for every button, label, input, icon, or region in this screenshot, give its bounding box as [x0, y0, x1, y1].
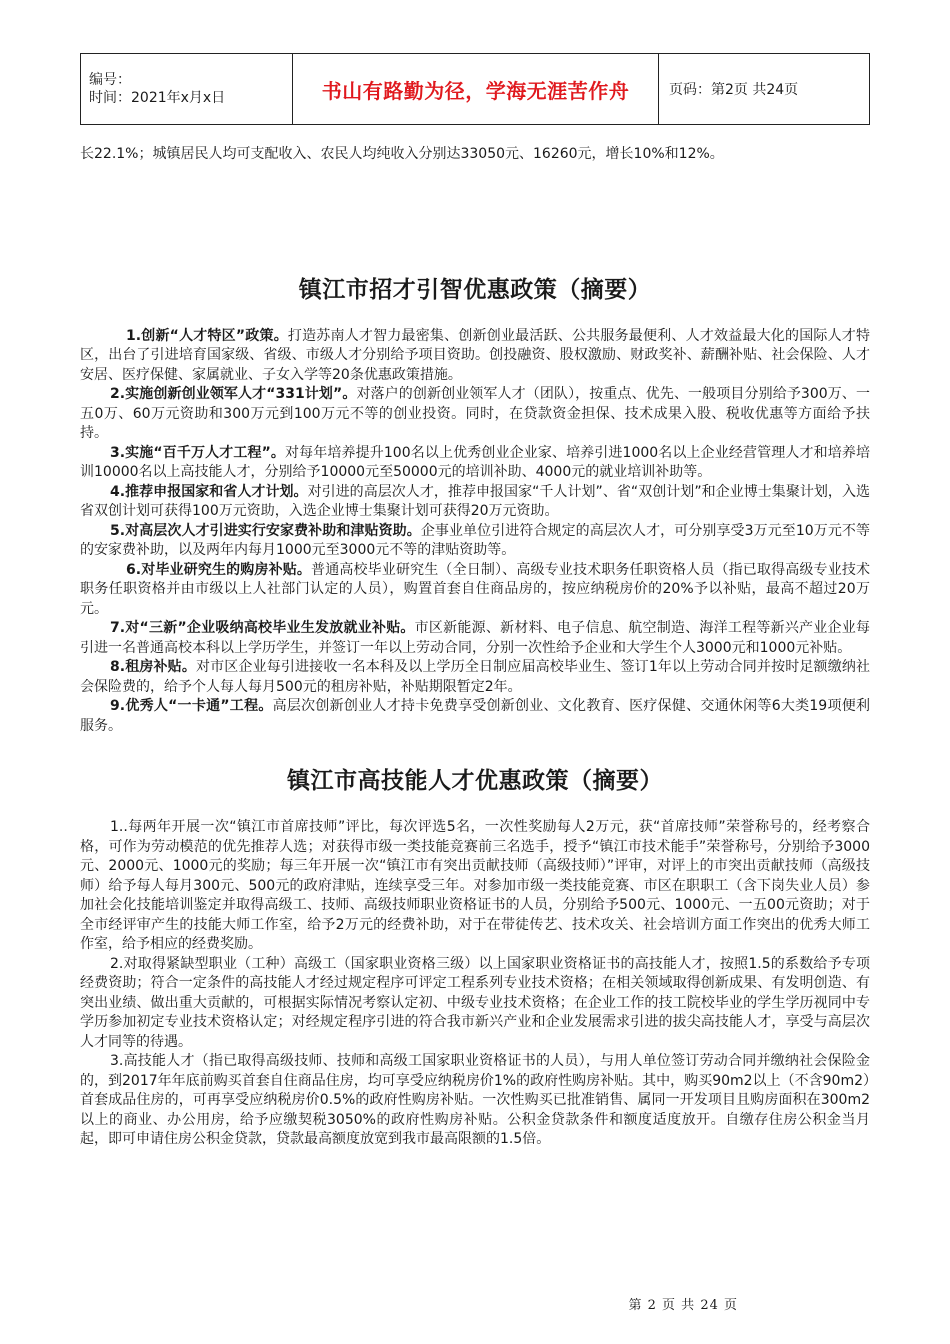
policy-item-text: 企事业单位引进符合规定的高层次人才，可分别享受3万元至10万元不等的安家费补助，以及两年内每月1000元至3000元不等的津贴资助等。: [80, 522, 870, 558]
section-title-talent-policy: 镇江市招才引智优惠政策（摘要）: [298, 276, 652, 303]
policy-item-text: 打造苏南人才智力最密集、创新创业最活跃、公共服务最便利、人才效益最大化的国际人才特区，出台了引进培育国家级、省级、市级人才分别给予项目资助。创投融资、股权激励、财政奖补、薪酬补贴、社会保险、人才安居、医疗保健、家属就业、子女入学等20条优惠政策措施。: [80, 327, 871, 383]
policy-item: [80, 327, 870, 386]
policy-item-heading: 6.对毕业研究生的购房补贴。: [126, 561, 312, 578]
section-title-skilled-talent-policy: 镇江市高技能人才优惠政策（摘要）: [287, 768, 663, 794]
policy-item-text: 2.对取得紧缺型职业（工种）高级工（国家职业资格三级）以上国家职业资格证书的高技能人才，按照1.5的系数给予专项经费资助；符合一定条件的高技能人才经过规定程序可评定工程系列专业技术资格；在相关领域取得创新成果、有发明创造、有突出业绩、做出重大贡献的，可根据实际情况考察认定初、中级专业技术资格；在企业工作的技工院校毕业的学生学历视同中专学历参加初定专业技术资格认定；对经规定程序引进的符合我市新兴产业和企业发展需求引进的拔尖高技能人才，享受与高层次人才同等的待遇。: [80, 955, 870, 1050]
policy-item: [80, 619, 870, 658]
policy-item-text: 对引进的高层次人才，推荐申报国家“千人计划”、省“双创计划”和企业博士集聚计划，入选省双创计划可获得100万元资助，入选企业博士集聚计划可获得20万元资助。: [80, 483, 871, 519]
policy-item: [80, 1052, 870, 1150]
policy-item-heading: 5.对高层次人才引进实行安家费补助和津贴资助。: [110, 522, 421, 539]
policy-item: [80, 955, 870, 1053]
policy-item: [80, 561, 870, 620]
header-page-info: 页码：第2页 共24页: [659, 54, 870, 125]
policy-item-heading: 1.创新“人才特区”政策。: [126, 327, 288, 344]
policy-item: [80, 385, 870, 444]
policy-item-text: 市区新能源、新材料、电子信息、航空制造、海洋工程等新兴产业企业每引进一名普通高校本科以上学历学生，并签订一年以上劳动合同，分别一次性给予企业和大学生个人3000元和1000元补贴。: [80, 620, 870, 656]
policy-item: [80, 697, 870, 736]
policy-item-heading: 4.推荐申报国家和省人才计划。: [110, 483, 308, 500]
policy-item: [80, 483, 870, 522]
policy-item-heading: 7.对“三新”企业吸纳高校毕业生发放就业补贴。: [110, 620, 415, 636]
policy-item-text: 对市区企业每引进接收一名本科及以上学历全日制应届高校毕业生、签订1年以上劳动合同并按时足额缴纳社会保险费的，给予个人每人每月500元的租房补贴，补贴期限暂定2年。: [80, 659, 870, 695]
policy-item: [80, 444, 870, 483]
policy-item: [80, 522, 870, 561]
policy-item: [80, 818, 870, 955]
document-body: [80, 145, 870, 1150]
document-time-label: 时间：2021年x月x日: [89, 90, 226, 106]
page-header: [80, 53, 870, 125]
talent-policy-list: [80, 327, 870, 737]
policy-item-text: 对每年培养提升100名以上优秀创业企业家、培养引进1000名以上企业经营管理人才和培养培训10000名以上高技能人才，分别给予10000元至50000元的培训补助、4000元的就业培训补助等。: [80, 444, 870, 480]
intro-paragraph: 长22.1%；城镇居民人均可支配收入、农民人均纯收入分别达33050元、16260元，增长10%和12%。: [80, 146, 724, 162]
policy-item-text: 对落户的创新创业领军人才（团队），按重点、优先、一般项目分别给予300万、一五0万、60万元资助和300万元到100万元不等的创业投资。同时，在贷款资金担保、技术成果入股、税收优惠等方面给予扶持。: [80, 386, 870, 441]
skilled-talent-policy-list: [80, 818, 870, 1150]
policy-item-heading: 3.实施“百千万人才工程”。: [110, 444, 286, 461]
policy-item-heading: 9.优秀人“一卡通”工程。: [110, 698, 273, 714]
policy-item-text: 高层次创新创业人才持卡免费享受创新创业、文化教育、医疗保健、交通休闲等6大类19项便利服务。: [80, 698, 870, 734]
policy-item: [80, 658, 870, 697]
document-number-label: 编号：: [89, 72, 131, 88]
header-meta: [81, 54, 293, 125]
policy-item-text: 1..每两年开展一次“镇江市首席技师”评比，每次评选5名，一次性奖励每人2万元，获“首席技师”荣誉称号的，经考察合格，可作为劳动模范的优先推荐人选；对获得市级一类技能竞赛前三名选手，授予“镇江市技术能手”荣誉称号，分别给予3000元、2000元、1000元的奖励；每三年开展一次“镇江市有突出贡献技师（高级技师）”评审，对评上的市突出贡献技师（高级技师）给予每人每月300元、500元的政府津贴，连续享受三年。对参加市级一类技能竞赛、市区在职职工（含下岗失业人员）参加社会化技能培训鉴定并取得高级工、技师、高级技师职业资格证书的人员，分别给予500元、1000元、一五00元资助；对于全市经评审产生的技能大师工作室，给予2万元的经费补助，对于在带徒传艺、技术攻关、社会培训方面工作突出的优秀大师工作室，给予相应的经费奖励。: [80, 819, 870, 952]
header-motto: 书山有路勤为径，学海无涯苦作舟: [293, 54, 659, 125]
policy-item-text: 普通高校毕业研究生（全日制）、高级专业技术职务任职资格人员（指已取得高级专业技术职务任职资格并由市级以上人社部门认定的人员），购置首套自住商品房的，按应纳税房价的20%予以补贴，最高不超过20万元。: [80, 561, 870, 617]
policy-item-heading: 2.实施创新创业领军人才“331计划”。: [110, 386, 357, 402]
policy-item-text: 3.高技能人才（指已取得高级技师、技师和高级工国家职业资格证书的人员），与用人单位签订劳动合同并缴纳社会保险金的，到2017年年底前购买首套自住商品住房，均可享受应纳税房价1%的政府性购房补贴。其中，购买90m2以上（不含90m2）首套成品住房的，可再享受应纳税房价0.5%的政府性购房补贴。一次性购买已批准销售、属同一开发项目且购房面积在300m2以上的商业、办公用房，给予应缴契税3050%的政府性购房补贴。公积金贷款条件和额度适度放开。自缴存住房公积金当月起，即可申请住房公积金贷款，贷款最高额度放宽到我市最高限额的1.5倍。: [80, 1053, 870, 1147]
page-footer: 第 2 页 共 24 页: [628, 1298, 738, 1313]
policy-item-heading: 8.租房补贴。: [110, 659, 196, 675]
